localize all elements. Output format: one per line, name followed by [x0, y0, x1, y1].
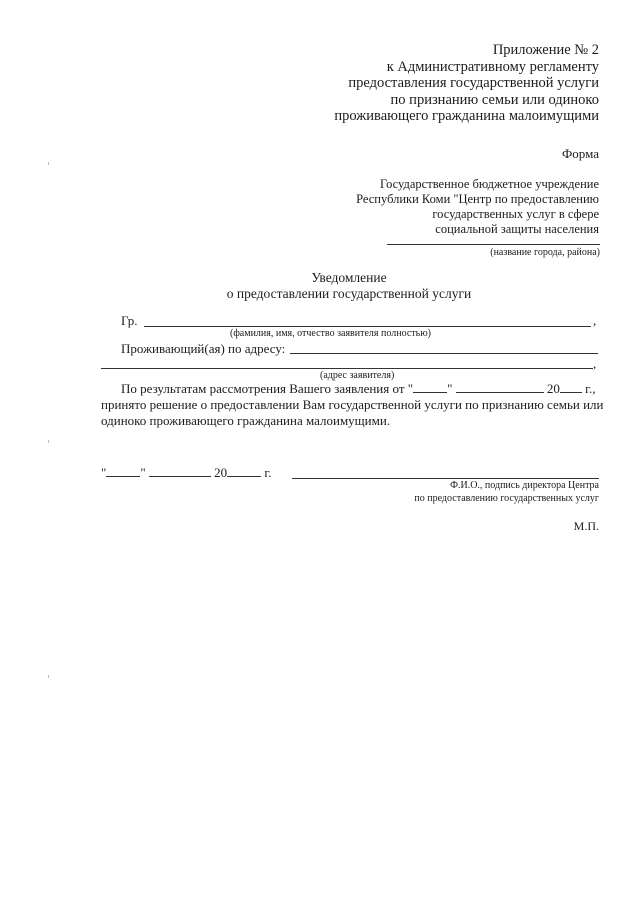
- address-line-2: [101, 368, 593, 369]
- body-year-prefix: 20: [546, 381, 560, 396]
- signature-line: [292, 478, 599, 479]
- address-hint: (адрес заявителя): [320, 370, 395, 381]
- body-text-b: ": [447, 381, 453, 396]
- organization-line-1: Государственное бюджетное учреждение: [379, 177, 599, 191]
- body-line-1: [121, 381, 596, 397]
- scan-mark: [48, 162, 49, 165]
- appendix-header: [334, 42, 599, 125]
- year-blank: [560, 381, 582, 393]
- sign-day-blank: [106, 465, 140, 477]
- signature-date: [101, 465, 272, 481]
- organization-line-4: социальной защиты населения: [435, 222, 599, 236]
- scan-mark: [48, 675, 49, 678]
- month-blank: [456, 381, 544, 393]
- sign-year-prefix: 20: [214, 465, 228, 480]
- appendix-line-2: к Административному регламенту: [386, 58, 599, 75]
- recipient-comma: ,: [593, 313, 597, 328]
- organization-block: [356, 177, 599, 237]
- body-line-3: одиноко проживающего гражданина малоимущими.: [101, 413, 391, 428]
- scan-mark: [48, 440, 49, 443]
- recipient-prefix: Гр.: [121, 313, 138, 328]
- address-label: Проживающий(ая) по адресу:: [121, 341, 286, 356]
- recipient-hint: (фамилия, имя, отчество заявителя полностью): [230, 328, 432, 339]
- sign-year-blank: [227, 465, 261, 477]
- quote-open: ": [101, 465, 107, 480]
- organization-line-2: Республики Коми "Центр по предоставлению: [356, 192, 599, 206]
- notice-subtitle: о предоставлении государственной услуги: [226, 286, 472, 301]
- body-line-2: принято решение о предоставлении Вам государственной услуги по признанию семьи или: [101, 397, 604, 412]
- sign-year-suffix: г.: [264, 465, 272, 480]
- city-line: [387, 244, 600, 245]
- appendix-line-3: предоставления государственной услуги: [348, 75, 599, 91]
- address-line-1: [290, 353, 598, 354]
- stamp-label: М.П.: [573, 519, 599, 533]
- city-hint: (название города, района): [490, 247, 600, 258]
- address-comma: ,: [593, 356, 597, 371]
- notice-title: Уведомление: [311, 270, 387, 285]
- day-blank: [413, 381, 447, 393]
- signature-hint-1: Ф.И.О., подпись директора Центра: [450, 480, 599, 491]
- appendix-line-4: по признанию семьи или одиноко: [390, 91, 599, 108]
- form-label: Форма: [562, 146, 599, 161]
- quote-close: ": [140, 465, 146, 480]
- sign-month-blank: [149, 465, 211, 477]
- body-text-d: г.,: [585, 381, 596, 396]
- signature-hint-2: по предоставлению государственных услуг: [414, 493, 599, 504]
- appendix-line-1: Приложение № 2: [492, 42, 599, 58]
- body-text-a: По результатам рассмотрения Вашего заявления от ": [121, 381, 414, 396]
- organization-line-3: государственных услуг в сфере: [432, 207, 599, 221]
- recipient-line: [144, 326, 591, 327]
- appendix-line-5: проживающего гражданина малоимущими: [334, 108, 599, 124]
